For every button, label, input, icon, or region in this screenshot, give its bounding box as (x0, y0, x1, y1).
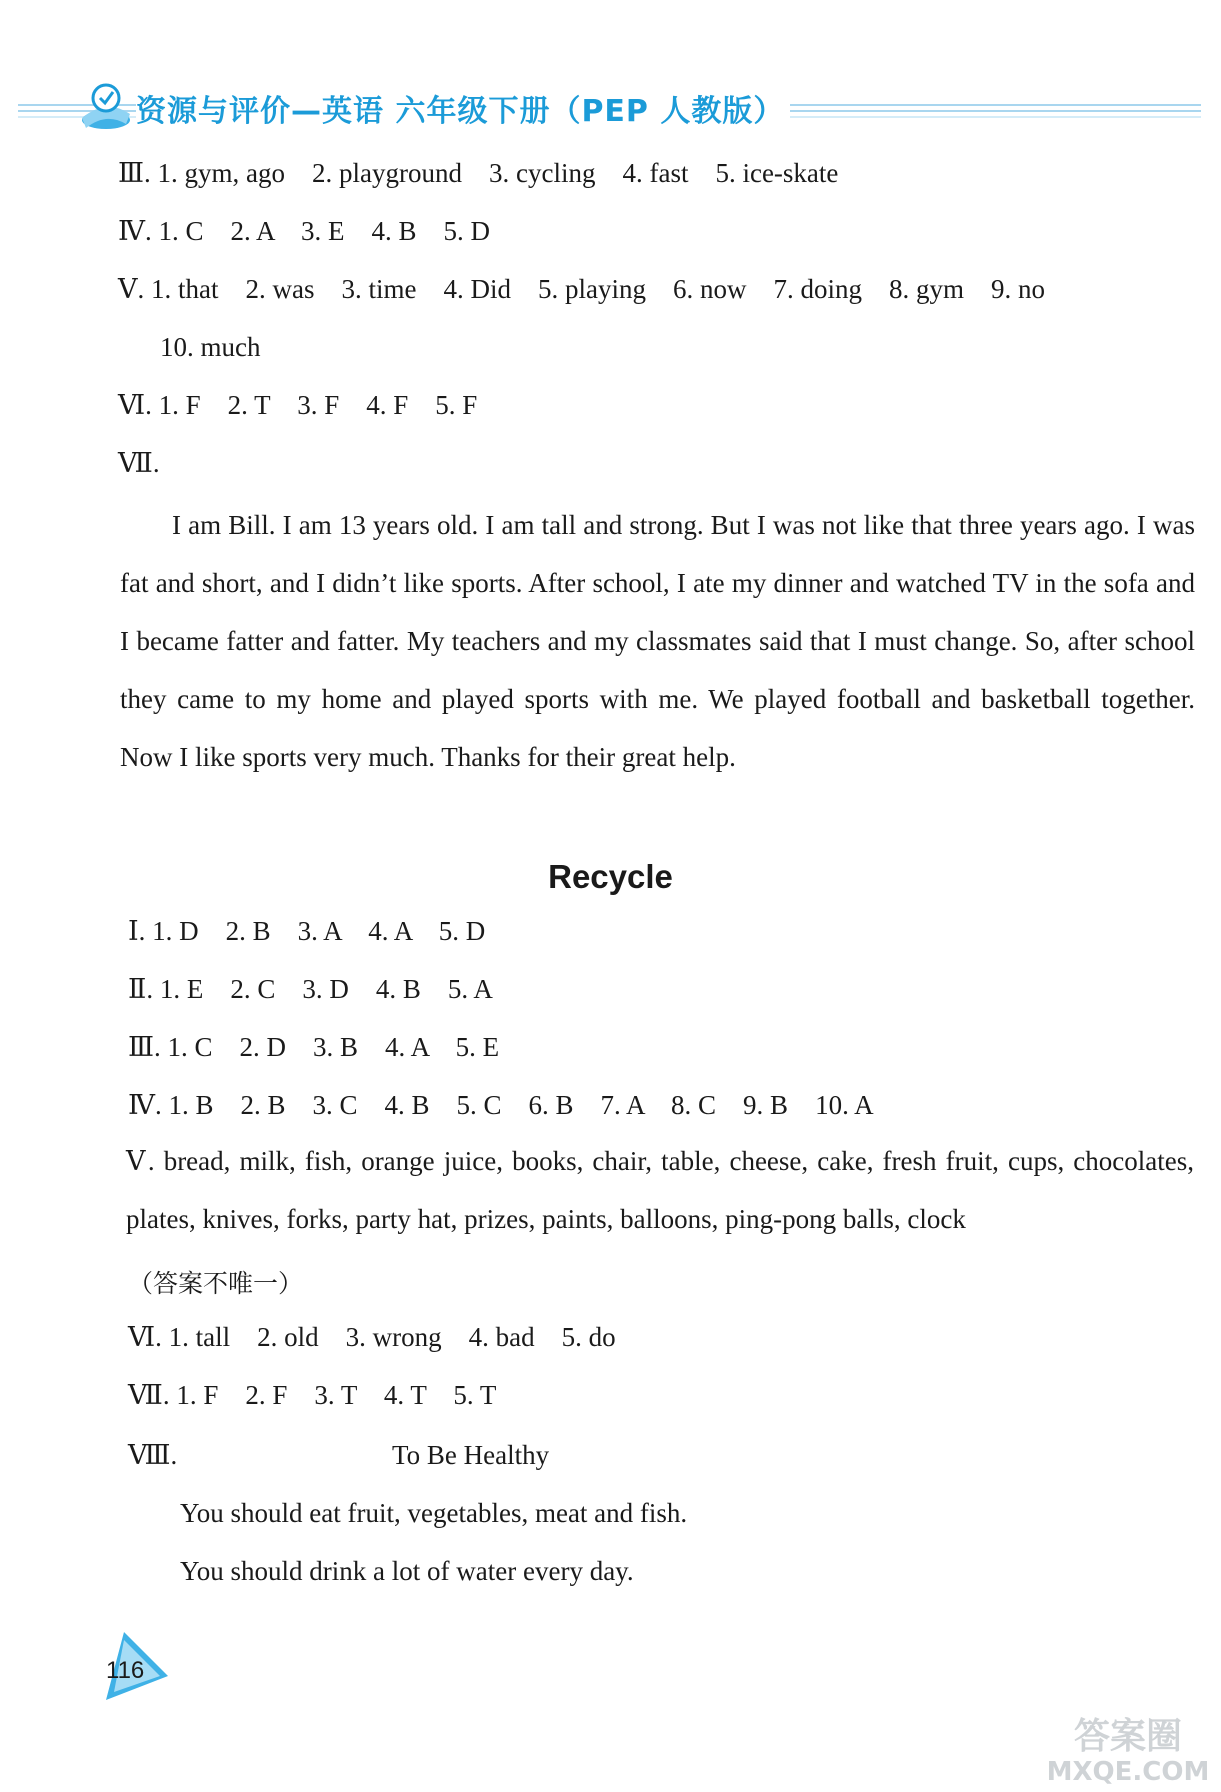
essay-paragraph (120, 496, 1195, 786)
header-title: 资源与评价—英语 六年级下册（PEP 人教版） (136, 86, 790, 130)
poem-title: To Be Healthy (392, 1440, 550, 1470)
answer-line: Ⅵ. 1. tall 2. old 3. wrong 4. bad 5. do (128, 1322, 616, 1352)
answer-line: Ⅴ. 1. that 2. was 3. time 4. Did 5. playing 6. now 7. doing 8. gym 9. no (118, 274, 1045, 304)
page-header (0, 60, 1221, 140)
poem-line: You should eat fruit, vegetables, meat and fish. (180, 1498, 688, 1528)
essay-text: I am Bill. I am 13 years old. I am tall and strong. But I was not like that three years ago. I was fat and short, and I didn’t like sports. After school, I ate my dinner and watched TV in the sofa and I became fatter and fatter. My teachers and my classmates said that I must change. So, after school they came to my home and played sports with me. We played football and basketball together. Now I like sports very much. Thanks for their great help. (120, 510, 1195, 772)
watermark-text: 答案圈 (1073, 1716, 1183, 1757)
watermark-url: MXQE.COM (1046, 1757, 1210, 1787)
answer-note: （答案不唯一） (128, 1269, 304, 1298)
answer-line: Ⅶ. 1. F 2. F 3. T 4. T 5. T (128, 1380, 497, 1410)
page-number: 116 (106, 1657, 145, 1684)
answer-line: Ⅲ. 1. C 2. D 3. B 4. A 5. E (128, 1032, 500, 1062)
answer-line: Ⅵ. 1. F 2. T 3. F 4. F 5. F (118, 390, 478, 420)
book-logo-icon (76, 80, 132, 132)
answer-line: 10. much (160, 332, 261, 362)
answer-line: Ⅰ. 1. D 2. B 3. A 4. A 5. D (128, 916, 486, 946)
answer-line: Ⅲ. 1. gym, ago 2. playground 3. cycling 4. fast 5. ice-skate (118, 158, 839, 188)
poem-line: You should drink a lot of water every day. (180, 1556, 634, 1586)
section-title: Recycle (548, 858, 673, 895)
answer-paragraph (126, 1132, 1194, 1248)
watermark-logo (1043, 1710, 1213, 1788)
answer-line: Ⅶ. (118, 448, 160, 478)
answer-line: Ⅷ. (128, 1440, 178, 1470)
answer-v-text: Ⅴ. bread, milk, fish, orange juice, books, chair, table, cheese, cake, fresh fruit, cups, chocolates, plates, knives, forks, party hat, prizes, paints, balloons, ping-pong balls, clock (126, 1146, 1194, 1234)
answer-line: Ⅳ. 1. C 2. A 3. E 4. B 5. D (118, 216, 491, 246)
answer-line: Ⅱ. 1. E 2. C 3. D 4. B 5. A (128, 974, 493, 1004)
answer-line: Ⅳ. 1. B 2. B 3. C 4. B 5. C 6. B 7. A 8. C 9. B 10. A (128, 1090, 874, 1120)
